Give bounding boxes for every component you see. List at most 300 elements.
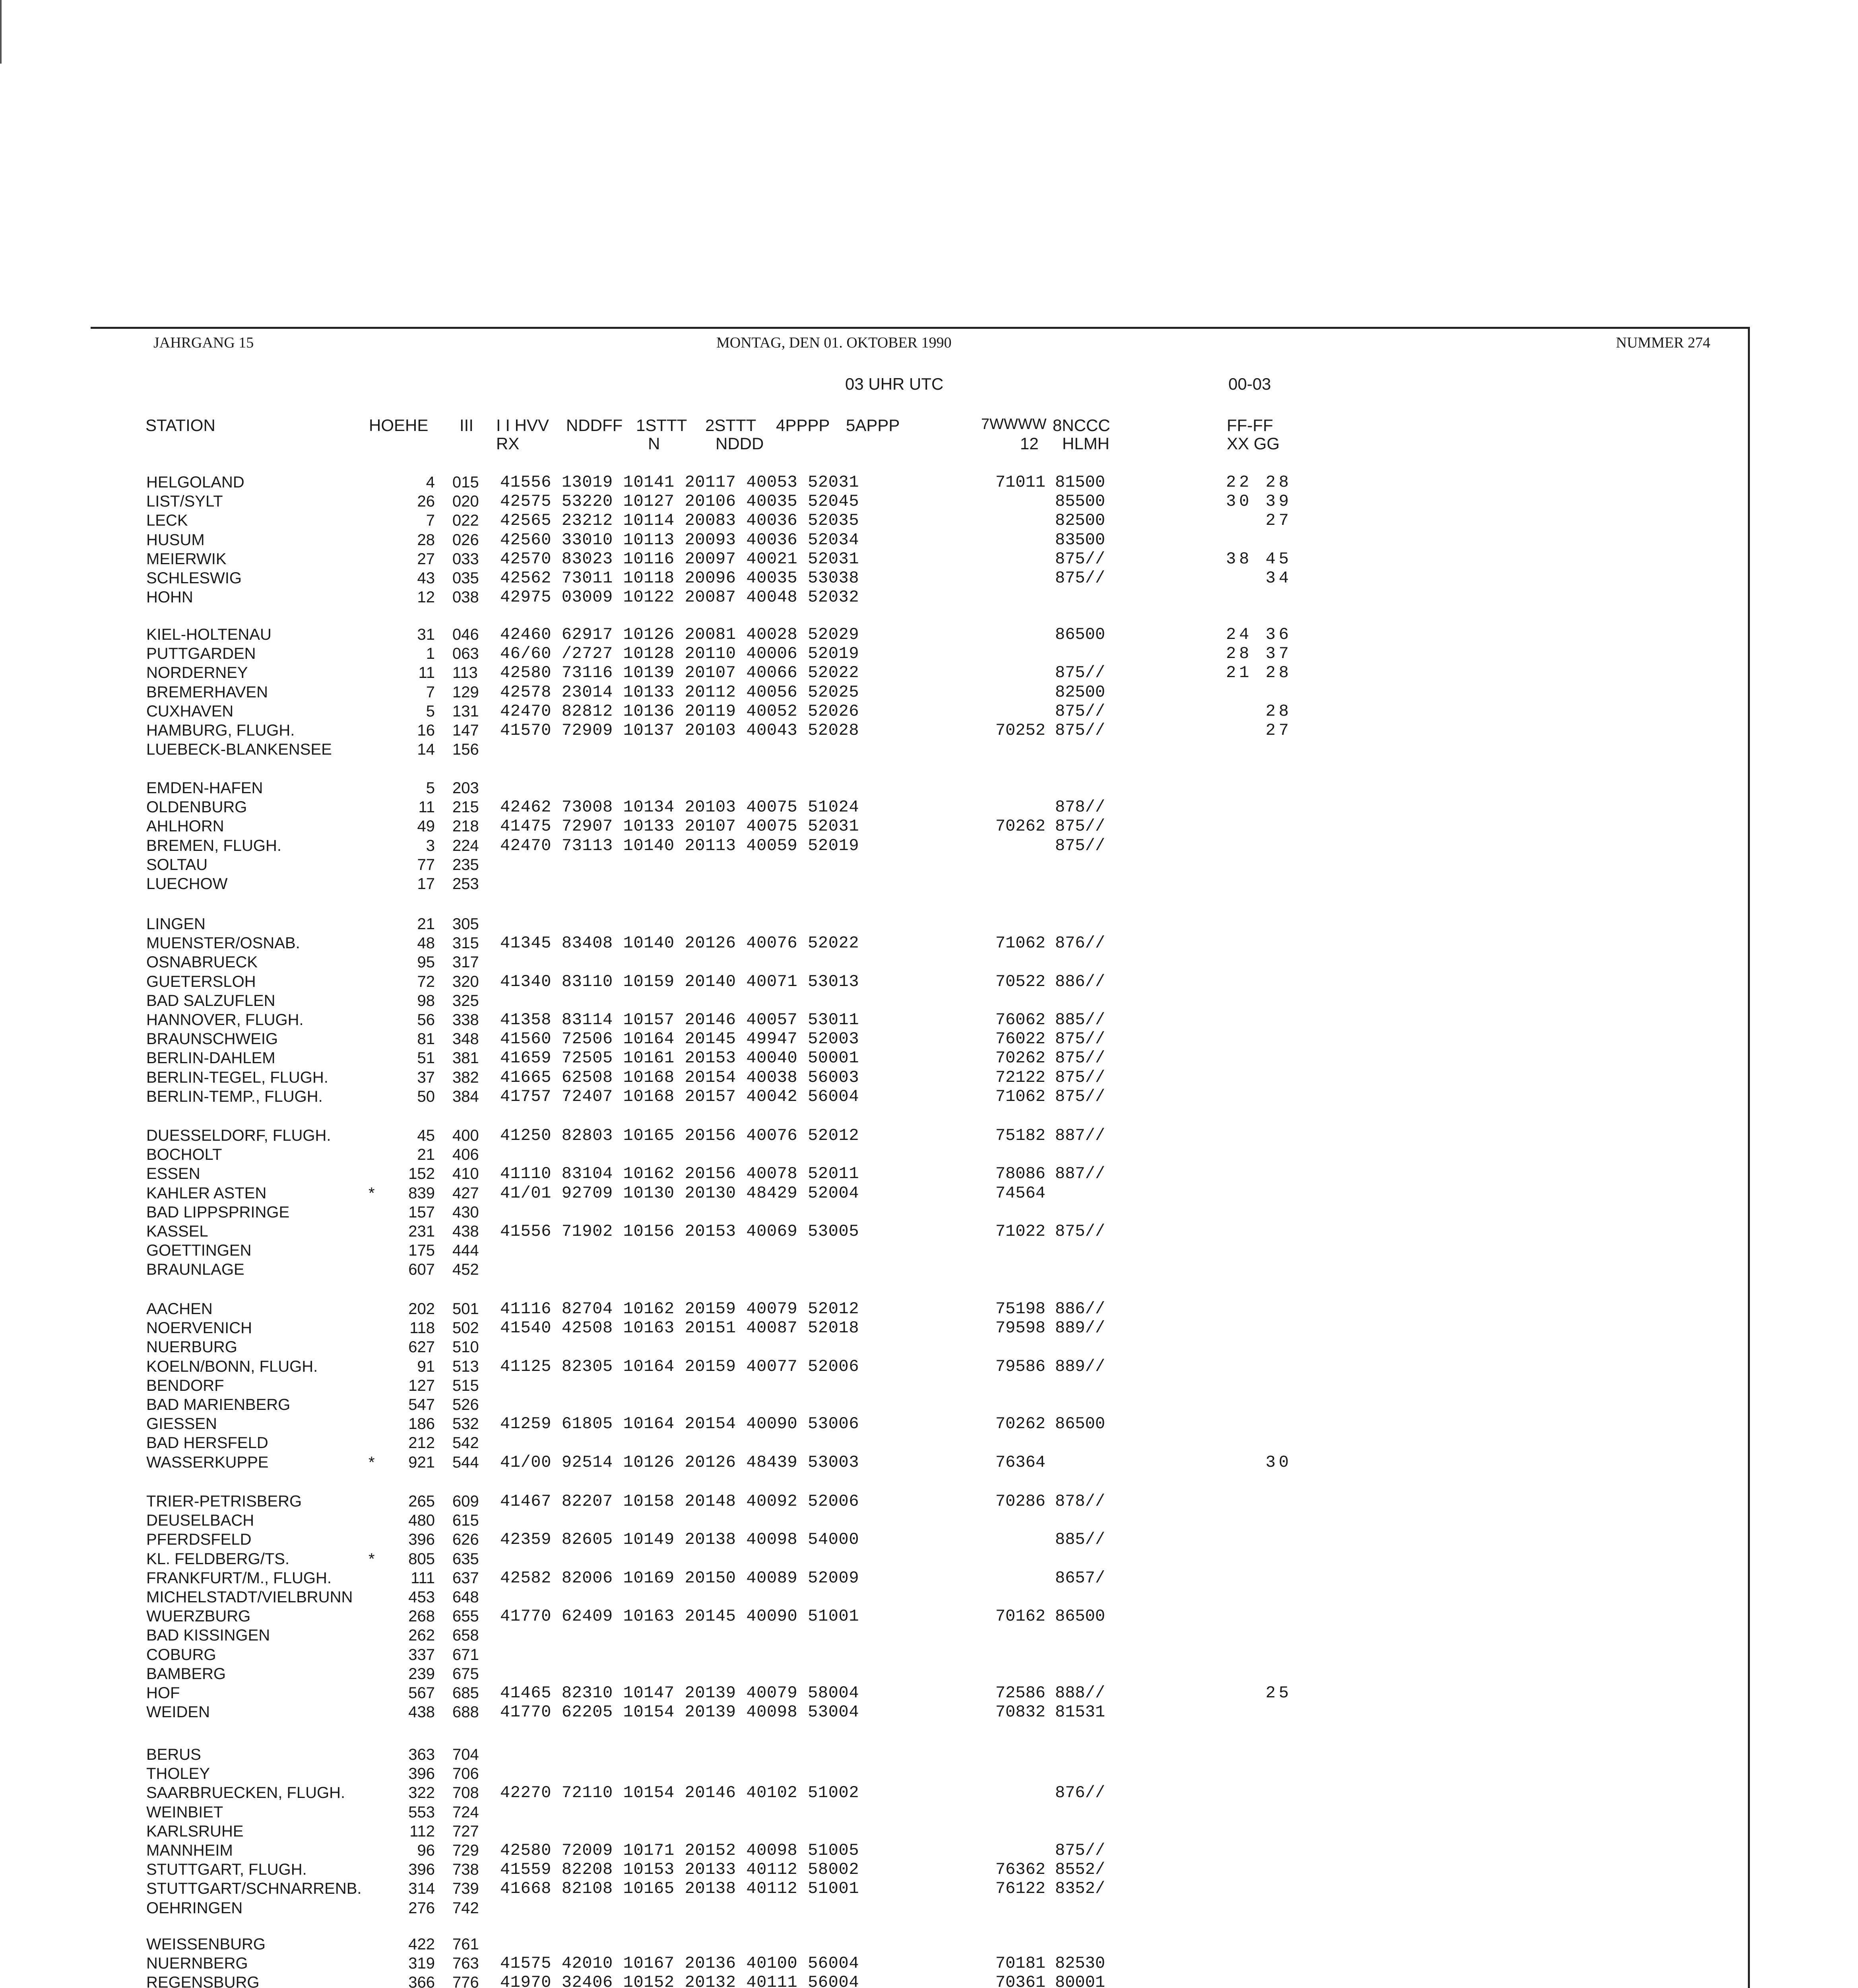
station-name: BENDORF [146,1376,224,1394]
weather-group: 70361 [995,1973,1045,1988]
station-group [0,1126,1858,1279]
table-row [0,1241,1858,1260]
col-xx-gg: XX GG [1227,434,1280,453]
gust-values: 24 36 [1226,625,1292,644]
mountain-station-mark: * [368,1184,375,1202]
synop-groups: 42460 62917 10126 20081 40028 52029 [500,625,859,644]
table-row [0,1222,1858,1241]
station-height: 81 [417,1030,435,1048]
gust-values: 27 [1265,511,1292,530]
cloud-group: 888// [1055,1683,1105,1703]
synop-groups: 42565 23212 10114 20083 40036 52035 [500,511,859,530]
station-height: 49 [417,817,435,835]
cloud-group: 886// [1055,972,1105,991]
station-id: 035 [452,569,479,587]
table-row [0,836,1858,855]
cloud-group: 878// [1055,1492,1105,1511]
station-name: BREMEN, FLUGH. [146,837,282,854]
station-name: LUECHOW [146,875,228,893]
station-name: MANNHEIM [146,1841,233,1859]
station-id: 147 [452,721,479,739]
station-id: 203 [452,779,479,797]
station-name: AHLHORN [146,817,224,835]
station-id: 515 [452,1376,479,1394]
station-name: DEUSELBACH [146,1512,254,1530]
col-iii: III [460,416,474,435]
table-row [0,1745,1858,1764]
col-nddd: NDDD [716,434,764,453]
station-height: 45 [417,1127,435,1144]
station-height: 95 [417,953,435,971]
table-row [0,1511,1858,1530]
synop-groups: 41125 82305 10164 20159 40077 52006 [500,1357,859,1376]
station-height: 28 [417,531,435,549]
station-height: 21 [417,915,435,933]
weather-group: 75198 [995,1299,1045,1318]
station-height: 157 [408,1203,435,1221]
gust-values: 21 28 [1226,663,1292,683]
station-height: 37 [417,1068,435,1086]
station-height: 262 [408,1627,435,1644]
station-id: 113 [452,664,478,682]
table-row [0,972,1858,991]
station-height: 627 [408,1338,435,1356]
station-height: 26 [417,493,435,511]
weather-group: 76062 [995,1010,1045,1029]
station-id: 038 [452,588,479,606]
table-row [0,1803,1858,1822]
table-row [0,492,1858,511]
synop-groups: 41250 82803 10165 20156 40076 52012 [500,1126,859,1145]
station-id: 315 [452,934,479,952]
station-id: 033 [452,550,479,568]
station-id: 384 [452,1087,479,1105]
station-id: 253 [452,875,479,893]
synop-groups: 41570 72909 10137 20103 40043 52028 [500,720,859,740]
station-id: 338 [452,1011,479,1029]
cloud-group: 86500 [1055,625,1105,644]
station-height: 276 [408,1899,435,1917]
station-id: 438 [452,1222,479,1240]
station-name: KARLSRUHE [146,1822,244,1840]
cloud-group: 875// [1055,1068,1105,1087]
station-group [0,1299,1858,1472]
station-id: 727 [452,1822,479,1840]
station-height: 438 [408,1703,435,1721]
table-row [0,1549,1858,1569]
col-12: 12 [1020,434,1039,453]
weather-group: 74564 [995,1183,1045,1203]
station-name: BAD LIPPSPRINGE [146,1203,290,1221]
table-row [0,473,1858,492]
station-name: BAD HERSFELD [146,1434,268,1452]
cloud-group: 889// [1055,1357,1105,1376]
station-name: NUERBURG [146,1338,237,1356]
station-height: 118 [409,1319,435,1337]
synop-groups: 41/01 92709 10130 20130 48429 52004 [500,1183,859,1203]
station-name: OEHRINGEN [146,1899,243,1917]
cloud-group: 83500 [1055,530,1105,549]
station-height: 396 [408,1765,435,1783]
station-id: 532 [452,1415,479,1433]
station-height: 553 [408,1803,435,1821]
station-height: 363 [408,1746,435,1763]
cloud-group: 82500 [1055,511,1105,530]
station-name: REGENSBURG [146,1974,260,1988]
col-5appp: 5APPP [846,416,900,435]
cloud-group: 875// [1055,1048,1105,1068]
col-iihvv: I I HVV [496,416,549,435]
station-name: HAMBURG, FLUGH. [146,721,295,739]
synop-groups: 41659 72505 10161 20153 40040 50001 [500,1048,859,1068]
station-name: BRAUNLAGE [146,1261,244,1279]
table-row [0,1338,1858,1357]
station-name: NORDERNEY [146,664,248,682]
synop-groups: 41467 82207 10158 20148 40092 52006 [500,1492,859,1511]
cloud-group: 80001 [1055,1973,1105,1988]
station-group [0,1745,1858,1918]
gust-values: 25 [1265,1683,1292,1703]
station-id: 510 [452,1338,479,1356]
table-row [0,1899,1858,1918]
synop-groups: 41668 82108 10165 20138 40112 51001 [500,1879,859,1899]
station-id: 348 [452,1030,479,1048]
cloud-group: 875// [1055,720,1105,740]
synop-groups: 41/00 92514 10126 20126 48439 53003 [500,1452,859,1472]
station-id: 022 [452,512,479,530]
table-row [0,1395,1858,1414]
station-name: OLDENBURG [146,798,247,816]
station-id: 724 [452,1803,479,1821]
station-height: 3 [426,837,435,854]
synop-groups: 42975 03009 10122 20087 40048 52032 [500,588,859,607]
station-id: 501 [452,1300,479,1318]
station-height: 112 [409,1822,435,1840]
weather-group: 70262 [995,1414,1045,1434]
station-id: 671 [452,1646,479,1664]
synop-groups: 42462 73008 10134 20103 40075 51024 [500,798,859,817]
station-name: KASSEL [146,1222,208,1240]
station-height: 4 [426,474,435,491]
station-height: 366 [408,1974,435,1988]
station-height: 480 [408,1512,435,1530]
station-height: 43 [417,569,435,587]
table-row [0,1184,1858,1203]
station-height: 27 [417,550,435,568]
table-row [0,817,1858,836]
station-id: 317 [452,953,479,971]
station-name: HUSUM [146,531,205,549]
station-id: 635 [452,1550,479,1568]
station-id: 706 [452,1765,479,1783]
mountain-station-mark: * [368,1550,375,1568]
table-row [0,1764,1858,1783]
station-height: 314 [408,1880,435,1898]
scan-edge-mark [0,0,2,64]
table-row [0,1783,1858,1802]
station-id: 215 [452,798,479,816]
table-row [0,1935,1858,1954]
synop-groups: 41560 72506 10164 20145 49947 52003 [500,1029,859,1049]
synop-groups: 41970 32406 10152 20132 40111 56004 [500,1973,859,1988]
station-name: OSNABRUECK [146,953,258,971]
station-id: 685 [452,1684,479,1702]
station-name: PFERDSFELD [146,1531,252,1549]
station-id: 626 [452,1531,479,1549]
synop-groups: 41340 83110 10159 20140 40071 53013 [500,972,859,991]
cloud-group: 81500 [1055,473,1105,492]
table-row [0,953,1858,972]
station-id: 452 [452,1261,479,1279]
station-height: 51 [417,1049,435,1067]
table-row [0,1145,1858,1164]
station-height: 839 [408,1184,435,1202]
synop-groups: 41259 61805 10164 20154 40090 53006 [500,1414,859,1434]
station-name: BAMBERG [146,1665,226,1683]
station-id: 526 [452,1396,479,1413]
table-row [0,934,1858,953]
weather-group: 71062 [995,1087,1045,1106]
gust-values: 30 [1265,1452,1292,1472]
col-7wwww: 7WWWW [981,416,1047,433]
table-row [0,511,1858,530]
station-name: STUTTGART, FLUGH. [146,1861,307,1879]
table-row [0,1010,1858,1029]
station-name: BAD KISSINGEN [146,1627,270,1644]
table-row [0,1087,1858,1106]
synop-groups: 41540 42508 10163 20151 40087 52018 [500,1318,859,1338]
table-row [0,1048,1858,1068]
station-id: 224 [452,837,479,854]
station-height: 12 [417,588,435,606]
weather-group: 79598 [995,1318,1045,1338]
synop-groups: 42578 23014 10133 20112 40056 52025 [500,682,859,702]
station-height: 231 [408,1222,435,1240]
station-name: STUTTGART/SCHNARRENB. [146,1880,362,1898]
station-id: 729 [452,1841,479,1859]
station-name: AACHEN [146,1300,213,1318]
station-name: SOLTAU [146,856,208,874]
station-name: HOHN [146,588,193,606]
cloud-group: 8657/ [1055,1568,1105,1588]
station-id: 763 [452,1955,479,1972]
table-row [0,1626,1858,1645]
station-height: 77 [417,856,435,874]
synop-groups: 42570 83023 10116 20097 40021 52031 [500,549,859,569]
station-name: BAD SALZUFLEN [146,992,275,1010]
col-ff-ff: FF-FF [1227,416,1273,435]
station-name: GIESSEN [146,1415,217,1433]
station-height: 11 [418,798,435,816]
table-row [0,1164,1858,1183]
station-height: 268 [408,1607,435,1625]
station-group [0,914,1858,1106]
cloud-group: 875// [1055,1221,1105,1241]
observation-time: 03 UHR UTC [845,375,944,393]
station-height: 21 [417,1146,435,1164]
station-name: BERUS [146,1746,201,1763]
station-id: 658 [452,1627,479,1644]
weather-group: 70522 [995,972,1045,991]
station-height: 186 [408,1415,435,1433]
station-id: 427 [452,1184,479,1202]
cloud-group: 85500 [1055,492,1105,511]
cloud-group: 875// [1055,549,1105,569]
weather-group: 70262 [995,817,1045,836]
table-row [0,1433,1858,1452]
station-name: WEISSENBURG [146,1936,266,1953]
station-name: LIST/SYLT [146,493,223,511]
station-id: 381 [452,1049,479,1067]
col-8nccc: 8NCCC [1053,416,1110,435]
table-row [0,1029,1858,1048]
station-id: 320 [452,973,479,990]
station-height: 202 [408,1300,435,1318]
station-height: 127 [408,1376,435,1394]
station-height: 31 [417,626,435,643]
station-name: FRANKFURT/M., FLUGH. [146,1569,332,1587]
synop-groups: 41116 82704 10162 20159 40079 52012 [500,1299,859,1318]
station-height: 396 [408,1861,435,1879]
station-id: 156 [452,741,479,759]
cloud-group: 875// [1055,1029,1105,1049]
station-id: 542 [452,1434,479,1452]
station-id: 015 [452,474,479,491]
synop-groups: 42470 82812 10136 20119 40052 52026 [500,701,859,721]
table-row [0,1357,1858,1376]
synop-groups: 41465 82310 10147 20139 40079 58004 [500,1683,859,1703]
gust-values: 34 [1265,568,1292,588]
synop-groups: 41110 83104 10162 20156 40078 52011 [500,1164,859,1184]
synop-groups: 41556 13019 10141 20117 40053 52031 [500,473,859,492]
station-height: 48 [417,934,435,952]
table-row [0,663,1858,682]
station-height: 56 [417,1011,435,1029]
table-row [0,702,1858,721]
gust-values: 30 39 [1226,492,1292,511]
table-row [0,1569,1858,1588]
station-height: 607 [408,1261,435,1279]
synop-groups: 41345 83408 10140 20126 40076 52022 [500,934,859,953]
table-row [0,549,1858,569]
table-row [0,569,1858,588]
station-name: BRAUNSCHWEIG [146,1030,278,1048]
col-hlmh: HLMH [1062,434,1110,453]
station-id: 615 [452,1512,479,1530]
station-name: COBURG [146,1646,216,1664]
col-rx: RX [496,434,520,453]
col-station: STATION [145,416,215,435]
station-id: 325 [452,992,479,1010]
station-height: 5 [426,779,435,797]
station-height: 322 [408,1784,435,1802]
station-height: 175 [408,1242,435,1260]
cloud-group: 86500 [1055,1607,1105,1626]
table-row [0,1126,1858,1145]
table-row [0,914,1858,934]
station-name: BREMERHAVEN [146,683,268,701]
station-id: 235 [452,856,479,874]
table-row [0,1414,1858,1433]
table-row [0,1588,1858,1607]
station-height: 319 [408,1955,435,1972]
station-id: 761 [452,1936,479,1953]
table-row [0,798,1858,817]
station-id: 648 [452,1588,479,1606]
station-name: MICHELSTADT/VIELBRUNN [146,1588,353,1606]
col-4pppp: 4PPPP [776,416,830,435]
weather-group: 72122 [995,1068,1045,1087]
weather-group: 70181 [995,1954,1045,1973]
weather-group: 70286 [995,1492,1045,1511]
station-id: 305 [452,915,479,933]
synop-groups: 42580 73116 10139 20107 40066 52022 [500,663,859,683]
table-row [0,1607,1858,1626]
weather-group: 71062 [995,934,1045,953]
station-group [0,1935,1858,1988]
station-name: HOF [146,1684,180,1702]
station-name: LUEBECK-BLANKENSEE [146,741,332,759]
synop-groups: 41757 72407 10168 20157 40042 56004 [500,1087,859,1106]
station-name: TRIER-PETRISBERG [146,1493,302,1510]
gust-values: 38 45 [1226,549,1292,569]
synop-groups: 46/60 /2727 10128 20110 40006 52019 [500,644,859,664]
station-height: 96 [417,1841,435,1859]
station-name: CUXHAVEN [146,702,234,720]
station-name: MEIERWIK [146,550,227,568]
weather-group: 76364 [995,1452,1045,1472]
table-row [0,1318,1858,1338]
station-name: BERLIN-TEMP., FLUGH. [146,1087,323,1105]
station-height: 396 [408,1531,435,1549]
weather-group: 70262 [995,1048,1045,1068]
station-id: 739 [452,1880,479,1898]
station-id: 406 [452,1146,479,1164]
station-name: GUETERSLOH [146,973,256,990]
mountain-station-mark: * [368,1453,375,1471]
col-2sttt: 2STTT [705,416,756,435]
station-id: 400 [452,1127,479,1144]
table-row [0,1860,1858,1879]
station-height: 98 [417,992,435,1010]
station-name: LINGEN [146,915,206,933]
cloud-group: 875// [1055,817,1105,836]
table-row [0,1453,1858,1472]
station-id: 410 [452,1165,479,1183]
synop-groups: 41575 42010 10167 20136 40100 56004 [500,1954,859,1973]
synop-groups: 41665 62508 10168 20154 40038 56003 [500,1068,859,1087]
station-id: 609 [452,1493,479,1510]
synop-groups: 41559 82208 10153 20133 40112 58002 [500,1860,859,1879]
station-group [0,779,1858,893]
weather-group: 70252 [995,720,1045,740]
station-name: KOELN/BONN, FLUGH. [146,1357,318,1375]
station-id: 655 [452,1607,479,1625]
cloud-group: 876// [1055,1783,1105,1803]
synop-groups: 42562 73011 10118 20096 40035 53038 [500,568,859,588]
weather-group: 75182 [995,1126,1045,1145]
table-row [0,779,1858,798]
table-row [0,1879,1858,1898]
station-height: 11 [418,664,435,682]
gust-values: 28 [1265,701,1292,721]
station-name: BOCHOLT [146,1146,222,1164]
station-group [0,625,1858,759]
table-row [0,530,1858,549]
station-height: 453 [408,1588,435,1606]
station-height: 547 [408,1396,435,1413]
station-name: BERLIN-TEGEL, FLUGH. [146,1068,328,1086]
